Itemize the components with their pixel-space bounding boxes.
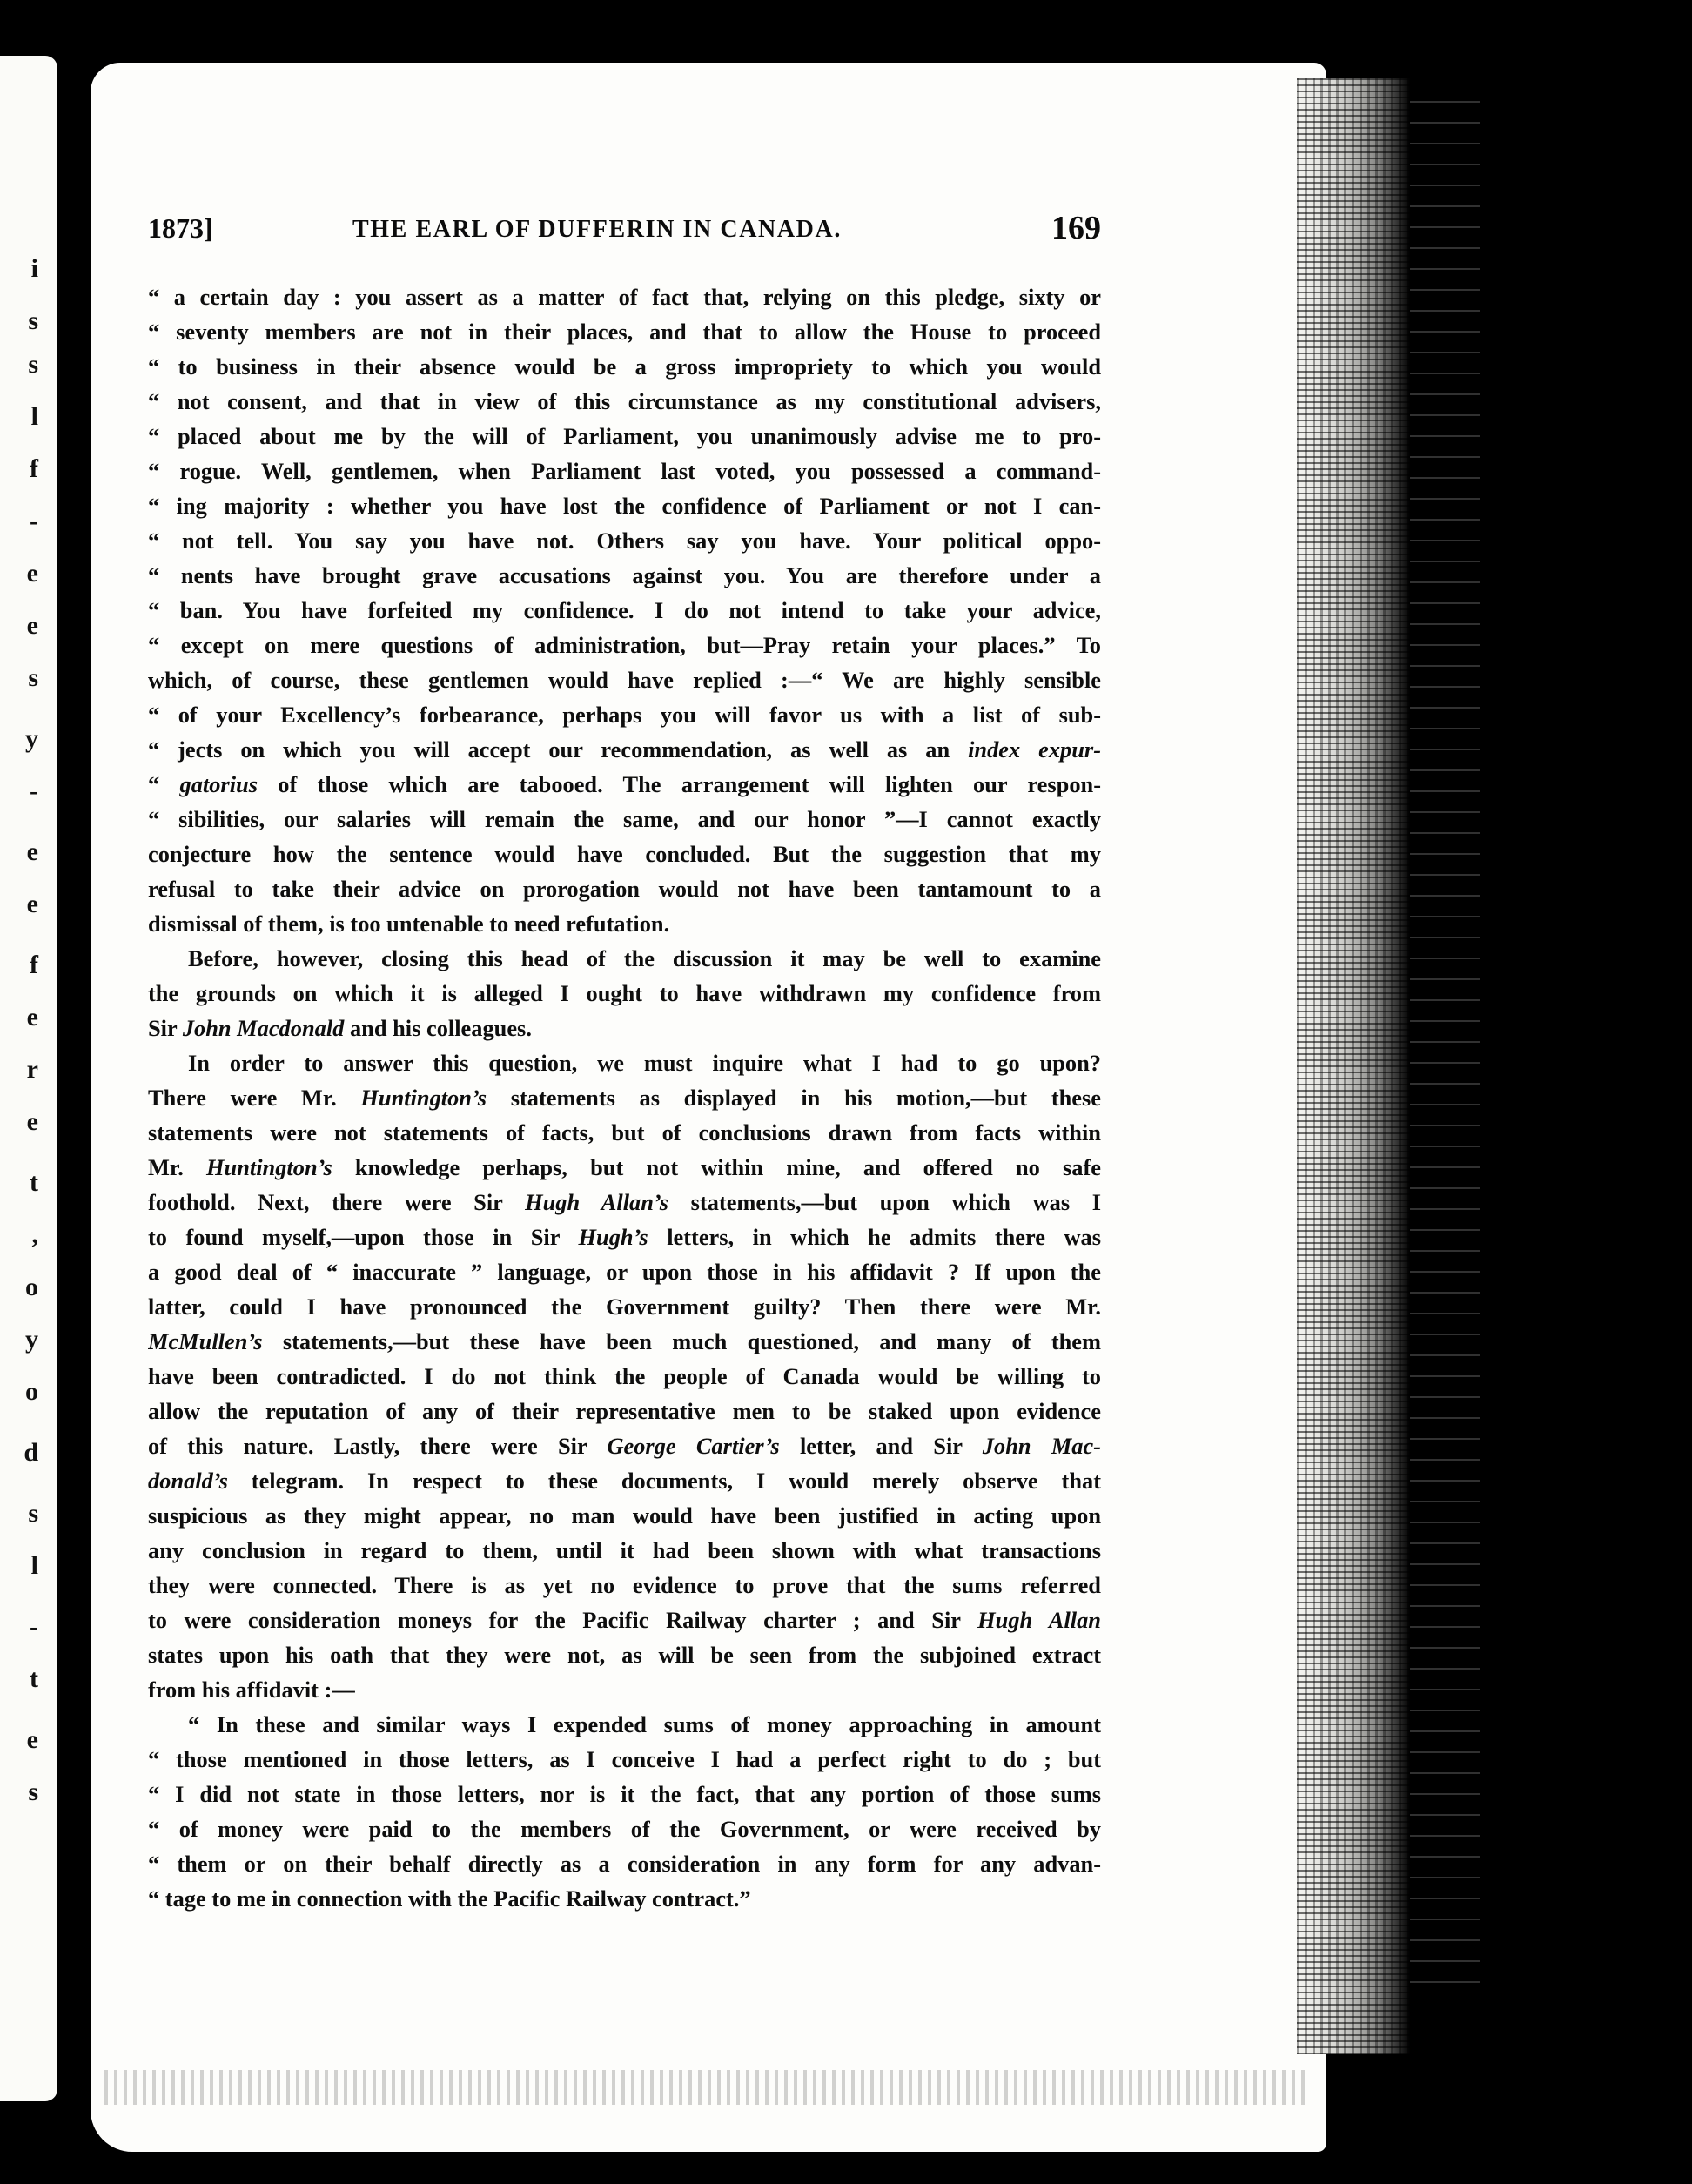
italic-name: George Cartier’s <box>607 1433 780 1459</box>
margin-fragment: e <box>26 890 38 918</box>
text-line <box>148 1220 1101 1254</box>
text-line: “ not consent, and that in view of this circumstance as my constitutional advisers, <box>148 388 1101 414</box>
margin-fragment: o <box>25 1273 38 1301</box>
facing-page-edge <box>0 56 57 2101</box>
margin-fragment: s <box>28 1777 38 1806</box>
margin-fragment: t <box>30 1664 38 1693</box>
margin-fragment: - <box>30 1612 38 1641</box>
running-title: THE EARL OF DUFFERIN IN CANADA. <box>352 216 842 243</box>
text-run: There were Mr. <box>148 1085 361 1111</box>
text-line <box>148 1324 1101 1359</box>
text-line <box>148 1150 1101 1185</box>
text-line: “ sibilities, our salaries will remain the same, and our honor ”—I cannot exactly <box>148 806 1101 832</box>
margin-fragment: l <box>30 402 38 431</box>
text-line <box>148 1463 1101 1498</box>
italic-name: donald’s <box>148 1468 228 1494</box>
text-line: refusal to take their advice on prorogation would not have been tantamount to a <box>148 876 1101 902</box>
text-line: dismissal of them, is too untenable to need refutation. <box>148 911 670 937</box>
text-run: statements,—but these have been much questioned, and many of them <box>262 1328 1101 1354</box>
text-line: suspicious as they might appear, no man would have been justified in acting upon <box>148 1502 1101 1529</box>
text-run: letter, and Sir <box>779 1433 983 1459</box>
italic-name: Hugh Allan’s <box>525 1189 669 1215</box>
text-run: letters, in which he admits there was <box>648 1224 1101 1250</box>
text-line: In order to answer this question, we must inquire what I had to go upon? <box>188 1050 1101 1076</box>
text-run: “ <box>148 771 180 797</box>
text-line: have been contradicted. I do not think the people of Canada would be willing to <box>148 1363 1101 1389</box>
text-run: knowledge perhaps, but not within mine, and offered no safe <box>332 1154 1101 1180</box>
text-line: “ not tell. You say you have not. Others say you have. Your political oppo- <box>148 528 1101 554</box>
text-line <box>148 767 1101 802</box>
text-line: states upon his oath that they were not, as will be seen from the subjoined extract <box>148 1642 1101 1668</box>
margin-fragment: e <box>26 1003 38 1032</box>
text-line <box>148 1185 1101 1220</box>
text-run: and his colleagues. <box>344 1015 532 1041</box>
italic-name: Hugh Allan <box>977 1607 1101 1633</box>
text-line: “ In these and similar ways I expended sums of money approaching in amount <box>188 1711 1101 1737</box>
margin-fragment: - <box>30 507 38 535</box>
margin-fragment: o <box>25 1377 38 1406</box>
text-line: conjecture how the sentence would have concluded. But the suggestion that my <box>148 841 1101 867</box>
margin-fragment: r <box>26 1055 38 1084</box>
text-line: “ to business in their absence would be a gross impropriety to which you would <box>148 353 1101 380</box>
text-run: Mr. <box>148 1154 206 1180</box>
text-line: Before, however, closing this head of the discussion it may be well to examine <box>188 945 1101 971</box>
margin-fragment: f <box>30 454 38 483</box>
text-line: “ rogue. Well, gentlemen, when Parliament last voted, you possessed a command- <box>148 458 1101 484</box>
margin-fragment: s <box>28 306 38 335</box>
text-line <box>148 732 1101 767</box>
margin-fragment: y <box>25 1325 38 1354</box>
margin-fragment: y <box>25 724 38 753</box>
margin-fragment: i <box>30 254 38 283</box>
text-run: statements as displayed in his motion,—but these <box>487 1085 1101 1111</box>
text-line <box>148 1603 1101 1637</box>
text-line: any conclusion in regard to them, until it had been shown with what transactions <box>148 1537 1101 1563</box>
body-text <box>148 279 1101 1916</box>
text-line <box>148 1428 1101 1463</box>
italic-name: John Mac- <box>982 1433 1101 1459</box>
margin-fragment: , <box>31 1220 38 1249</box>
text-line: “ nents have brought grave accusations against you. You are therefore under a <box>148 562 1101 588</box>
margin-fragment: s <box>28 350 38 379</box>
page-number: 169 <box>1051 210 1101 246</box>
margin-fragment: - <box>30 776 38 805</box>
text-run: foothold. Next, there were Sir <box>148 1189 526 1215</box>
margin-fragment: s <box>28 1499 38 1528</box>
margin-fragment: l <box>30 1551 38 1580</box>
text-line: allow the reputation of any of their representative men to be staked upon evidence <box>148 1398 1101 1424</box>
text-line: statements were not statements of facts, but of conclusions drawn from facts within <box>148 1119 1101 1146</box>
text-line <box>148 1080 1101 1115</box>
running-header <box>148 209 1101 252</box>
margin-fragment: e <box>26 837 38 866</box>
text-run: of those which are tabooed. The arrangement will lighten our respon- <box>257 771 1101 797</box>
margin-fragment: e <box>26 1725 38 1754</box>
text-run: telegram. In respect to these documents, I would merely observe that <box>227 1468 1101 1494</box>
margin-fragment: f <box>30 951 38 979</box>
margin-fragment: e <box>26 611 38 640</box>
text-line: which, of course, these gentlemen would have replied :—“ We are highly sensible <box>148 667 1101 693</box>
italic-name: Hugh’s <box>578 1224 648 1250</box>
text-line: “ ban. You have forfeited my confidence. I do not intend to take your advice, <box>148 597 1101 623</box>
text-line: “ seventy members are not in their places, and that to allow the House to proceed <box>148 319 1101 345</box>
margin-fragment: e <box>26 559 38 588</box>
text-line: “ a certain day : you assert as a matter of fact that, relying on this pledge, sixty or <box>148 284 1101 310</box>
text-run: of this nature. Lastly, there were Sir <box>148 1433 608 1459</box>
italic-name: Huntington’s <box>360 1085 487 1111</box>
text-line: “ I did not state in those letters, nor is it the fact, that any portion of those sums <box>148 1781 1101 1807</box>
text-line: “ except on mere questions of administration, but—Pray retain your places.” To <box>148 632 1101 658</box>
text-line: they were connected. There is as yet no evidence to prove that the sums referred <box>148 1572 1101 1598</box>
italic-name: gatorius <box>179 771 258 797</box>
page-gutter-shadow <box>1297 78 1410 2054</box>
text-line: “ them or on their behalf directly as a consideration in any form for any advan- <box>148 1851 1101 1877</box>
header-year: 1873] <box>148 212 213 244</box>
text-run: Sir <box>148 1015 183 1041</box>
italic-name: index expur- <box>968 736 1101 763</box>
margin-fragment: e <box>26 1107 38 1136</box>
text-run: statements,—but upon which was I <box>668 1189 1101 1215</box>
text-run: to found myself,—upon those in Sir <box>148 1224 579 1250</box>
text-line: the grounds on which it is alleged I ought to have withdrawn my confidence from <box>148 980 1101 1006</box>
text-line: “ of money were paid to the members of the Government, or were received by <box>148 1816 1101 1842</box>
text-line: “ of your Excellency’s forbearance, perhaps you will favor us with a list of sub- <box>148 702 1101 728</box>
margin-fragment: d <box>24 1438 38 1467</box>
text-line: latter, could I have pronounced the Government guilty? Then there were Mr. <box>148 1294 1101 1320</box>
text-line <box>148 1011 1101 1045</box>
text-line: “ placed about me by the will of Parliament, you unanimously advise me to pro- <box>148 423 1101 449</box>
margin-fragment: t <box>30 1168 38 1197</box>
text-line: “ those mentioned in those letters, as I conceive I had a perfect right to do ; but <box>148 1746 1101 1772</box>
text-run: to were consideration moneys for the Pacific Railway charter ; and Sir <box>148 1607 978 1633</box>
text-line: a good deal of “ inaccurate ” language, or upon those in his affidavit ? If upon the <box>148 1259 1101 1285</box>
italic-name: McMullen’s <box>148 1328 263 1354</box>
italic-name: Huntington’s <box>206 1154 332 1180</box>
text-line: “ tage to me in connection with the Pacific Railway contract.” <box>148 1885 751 1912</box>
italic-name: John Macdonald <box>182 1015 345 1041</box>
text-run: “ jects on which you will accept our recommendation, as well as an <box>148 736 969 763</box>
text-line: “ ing majority : whether you have lost the confidence of Parliament or not I can- <box>148 493 1101 519</box>
margin-fragment: s <box>28 663 38 692</box>
text-line: from his affidavit :— <box>148 1677 355 1703</box>
gutter-noise <box>1410 87 1480 2002</box>
bottom-edge-smudge <box>104 2070 1306 2105</box>
